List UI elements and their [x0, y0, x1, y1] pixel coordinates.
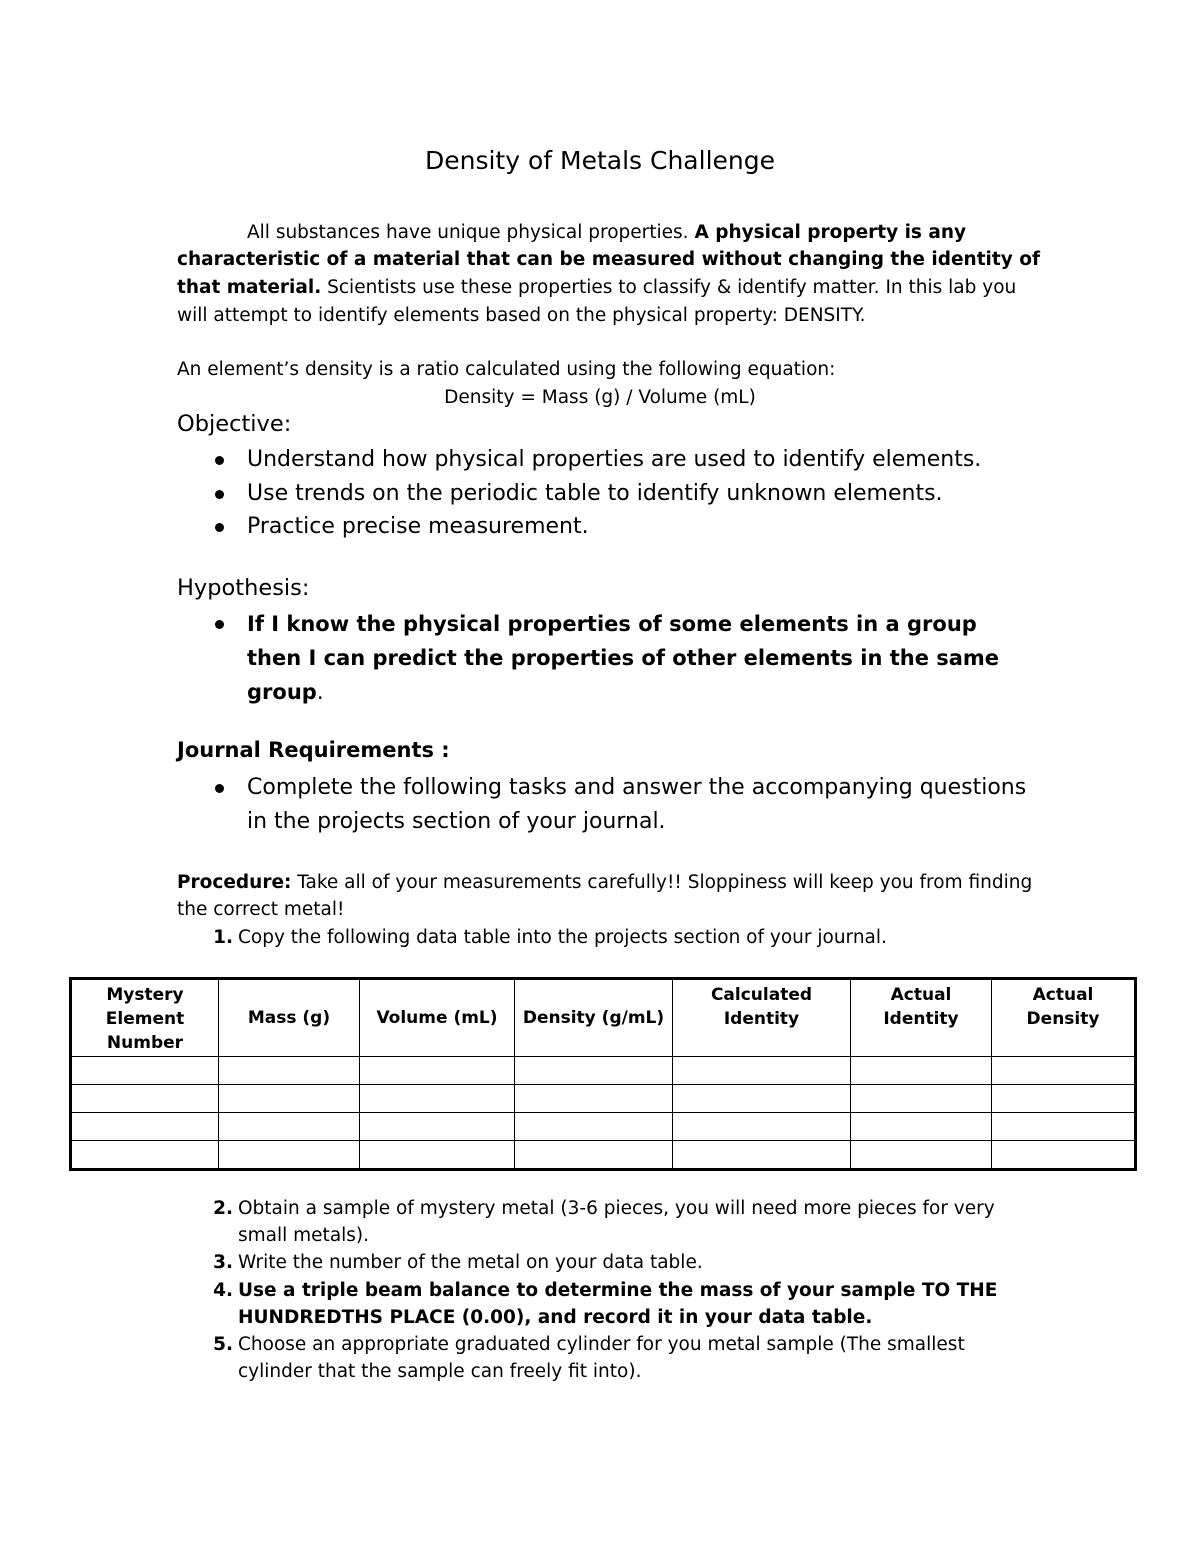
list-item: [177, 443, 981, 477]
table-cell: [992, 1057, 1136, 1085]
header-text: Actual: [890, 985, 952, 1005]
step-text: small metals).: [238, 1225, 370, 1246]
intro-text: All substances have unique physical properties.: [247, 222, 695, 243]
table-row: [71, 1113, 1136, 1141]
step-number: 2.: [213, 1198, 233, 1219]
journal-text: Complete the following tasks and answer the accompanying questions: [247, 775, 1027, 800]
header-text: Calculated: [710, 985, 813, 1005]
list-item: [177, 510, 981, 544]
step-number: 5.: [213, 1334, 233, 1355]
objective-list: [177, 443, 981, 544]
table-cell: [515, 1085, 673, 1113]
step-text: Copy the following data table into the projects section of your journal.: [238, 927, 887, 948]
list-item: [177, 477, 981, 511]
step-number: 4.: [213, 1280, 233, 1301]
step-text: Obtain a sample of mystery metal (3-6 pieces, you will need more pieces for very: [238, 1198, 995, 1219]
procedure-text: Take all of your measurements carefully!! Sloppiness will keep you from finding: [291, 872, 1033, 893]
table-cell: [673, 1141, 851, 1170]
hypothesis-text: If I know the physical properties of some elements in a group: [247, 612, 977, 636]
procedure-line-1: [177, 869, 1032, 897]
header-text: Density (g/mL): [522, 1008, 665, 1028]
intro-line-1: [247, 219, 966, 247]
table-cell: [71, 1057, 219, 1085]
table-cell: [71, 1113, 219, 1141]
intro-line-2: characteristic of a material that can be measured without changing the identity of: [177, 249, 1041, 270]
table-cell: [219, 1085, 360, 1113]
header-density: [515, 979, 673, 1057]
table-body: [71, 1057, 1136, 1170]
table-cell: [851, 1141, 992, 1170]
bullet-icon: [215, 784, 224, 793]
table-cell: [851, 1085, 992, 1113]
intro-line-3: [177, 274, 1016, 302]
table-row: [71, 1057, 1136, 1085]
table-cell: [219, 1141, 360, 1170]
objective-heading: Objective:: [177, 411, 292, 437]
page-title: Density of Metals Challenge: [424, 146, 775, 175]
journal-line: [177, 805, 1026, 839]
procedure-label: Procedure:: [177, 872, 292, 893]
table-cell: [673, 1085, 851, 1113]
journal-heading-colon: :: [441, 738, 450, 762]
hypothesis-line: [177, 641, 999, 675]
table-cell: [992, 1141, 1136, 1170]
header-text: Volume (mL): [376, 1008, 498, 1028]
intro-definition-end: that material.: [177, 277, 322, 298]
intro-line-4: will attempt to identify elements based on the physical property: DENSITY.: [177, 305, 866, 326]
table-cell: [673, 1113, 851, 1141]
procedure-line-2: the correct metal!: [177, 899, 345, 920]
objective-text: Understand how physical properties are used to identify elements.: [247, 447, 982, 472]
step-number: 3.: [213, 1252, 233, 1273]
hypothesis-period: .: [316, 680, 324, 704]
table-cell: [515, 1113, 673, 1141]
table-cell: [219, 1057, 360, 1085]
table-cell: [219, 1113, 360, 1141]
table-header-row: [71, 979, 1136, 1057]
header-volume: [360, 979, 515, 1057]
header-text: Mass (g): [247, 1008, 331, 1028]
table-cell: [360, 1113, 515, 1141]
journal-heading-text: Journal Requirements: [177, 738, 434, 762]
table-cell: [71, 1085, 219, 1113]
bullet-icon: [215, 523, 224, 532]
table-cell: [360, 1085, 515, 1113]
list-item: [177, 771, 1026, 805]
header-mystery-element-number: [71, 979, 219, 1057]
table-cell: [360, 1141, 515, 1170]
header-text: Identity: [723, 1009, 800, 1029]
list-item: [177, 607, 999, 641]
header-text: Mystery: [106, 985, 184, 1005]
data-table: [69, 977, 1137, 1171]
header-text: Actual: [1032, 985, 1094, 1005]
table-cell: [673, 1057, 851, 1085]
objective-text: Practice precise measurement.: [247, 514, 589, 539]
table-cell: [992, 1085, 1136, 1113]
journal-text: in the projects section of your journal.: [247, 808, 666, 834]
step-text: Choose an appropriate graduated cylinder for you metal sample (The smallest: [238, 1334, 965, 1355]
hypothesis-text: group: [247, 680, 317, 704]
header-mass: [219, 979, 360, 1057]
table-cell: [851, 1113, 992, 1141]
hypothesis-statement: [177, 607, 999, 709]
hypothesis-heading: Hypothesis:: [177, 575, 310, 601]
intro-definition: A physical property is any: [694, 222, 967, 243]
journal-list: [177, 771, 1026, 838]
density-equation: Density = Mass (g) / Volume (mL): [444, 387, 756, 408]
header-text: Identity: [883, 1009, 959, 1029]
table-cell: [851, 1057, 992, 1085]
equation-intro: An element’s density is a ratio calculated using the following equation:: [177, 359, 836, 380]
step-number: 1.: [213, 927, 233, 948]
table-row: [71, 1141, 1136, 1170]
intro-text-cont: Scientists use these properties to classify & identify matter. In this lab you: [321, 277, 1017, 298]
step-text: Use a triple beam balance to determine the mass of your sample TO THE: [238, 1280, 998, 1301]
header-text: Element: [105, 1009, 185, 1029]
objective-text: Use trends on the periodic table to identify unknown elements.: [247, 480, 943, 506]
table-cell: [992, 1113, 1136, 1141]
header-text: Density: [1026, 1009, 1100, 1029]
step-text: Write the number of the metal on your data table.: [238, 1252, 703, 1273]
table-cell: [360, 1057, 515, 1085]
step-text: cylinder that the sample can freely fit into).: [238, 1361, 642, 1382]
hypothesis-text: then I can predict the properties of other elements in the same: [247, 646, 1000, 670]
step-text: HUNDREDTHS PLACE (0.00), and record it in your data table.: [238, 1307, 873, 1328]
hypothesis-line: [177, 675, 999, 709]
header-calculated-identity: [673, 979, 851, 1057]
header-actual-identity: [851, 979, 992, 1057]
bullet-icon: [215, 456, 224, 465]
bullet-icon: [215, 620, 224, 629]
header-actual-density: [992, 979, 1136, 1057]
journal-heading: [177, 738, 450, 762]
bullet-icon: [215, 490, 224, 499]
header-text: Number: [106, 1033, 184, 1053]
table-row: [71, 1085, 1136, 1113]
table-cell: [515, 1057, 673, 1085]
table-cell: [515, 1141, 673, 1170]
table-cell: [71, 1141, 219, 1170]
